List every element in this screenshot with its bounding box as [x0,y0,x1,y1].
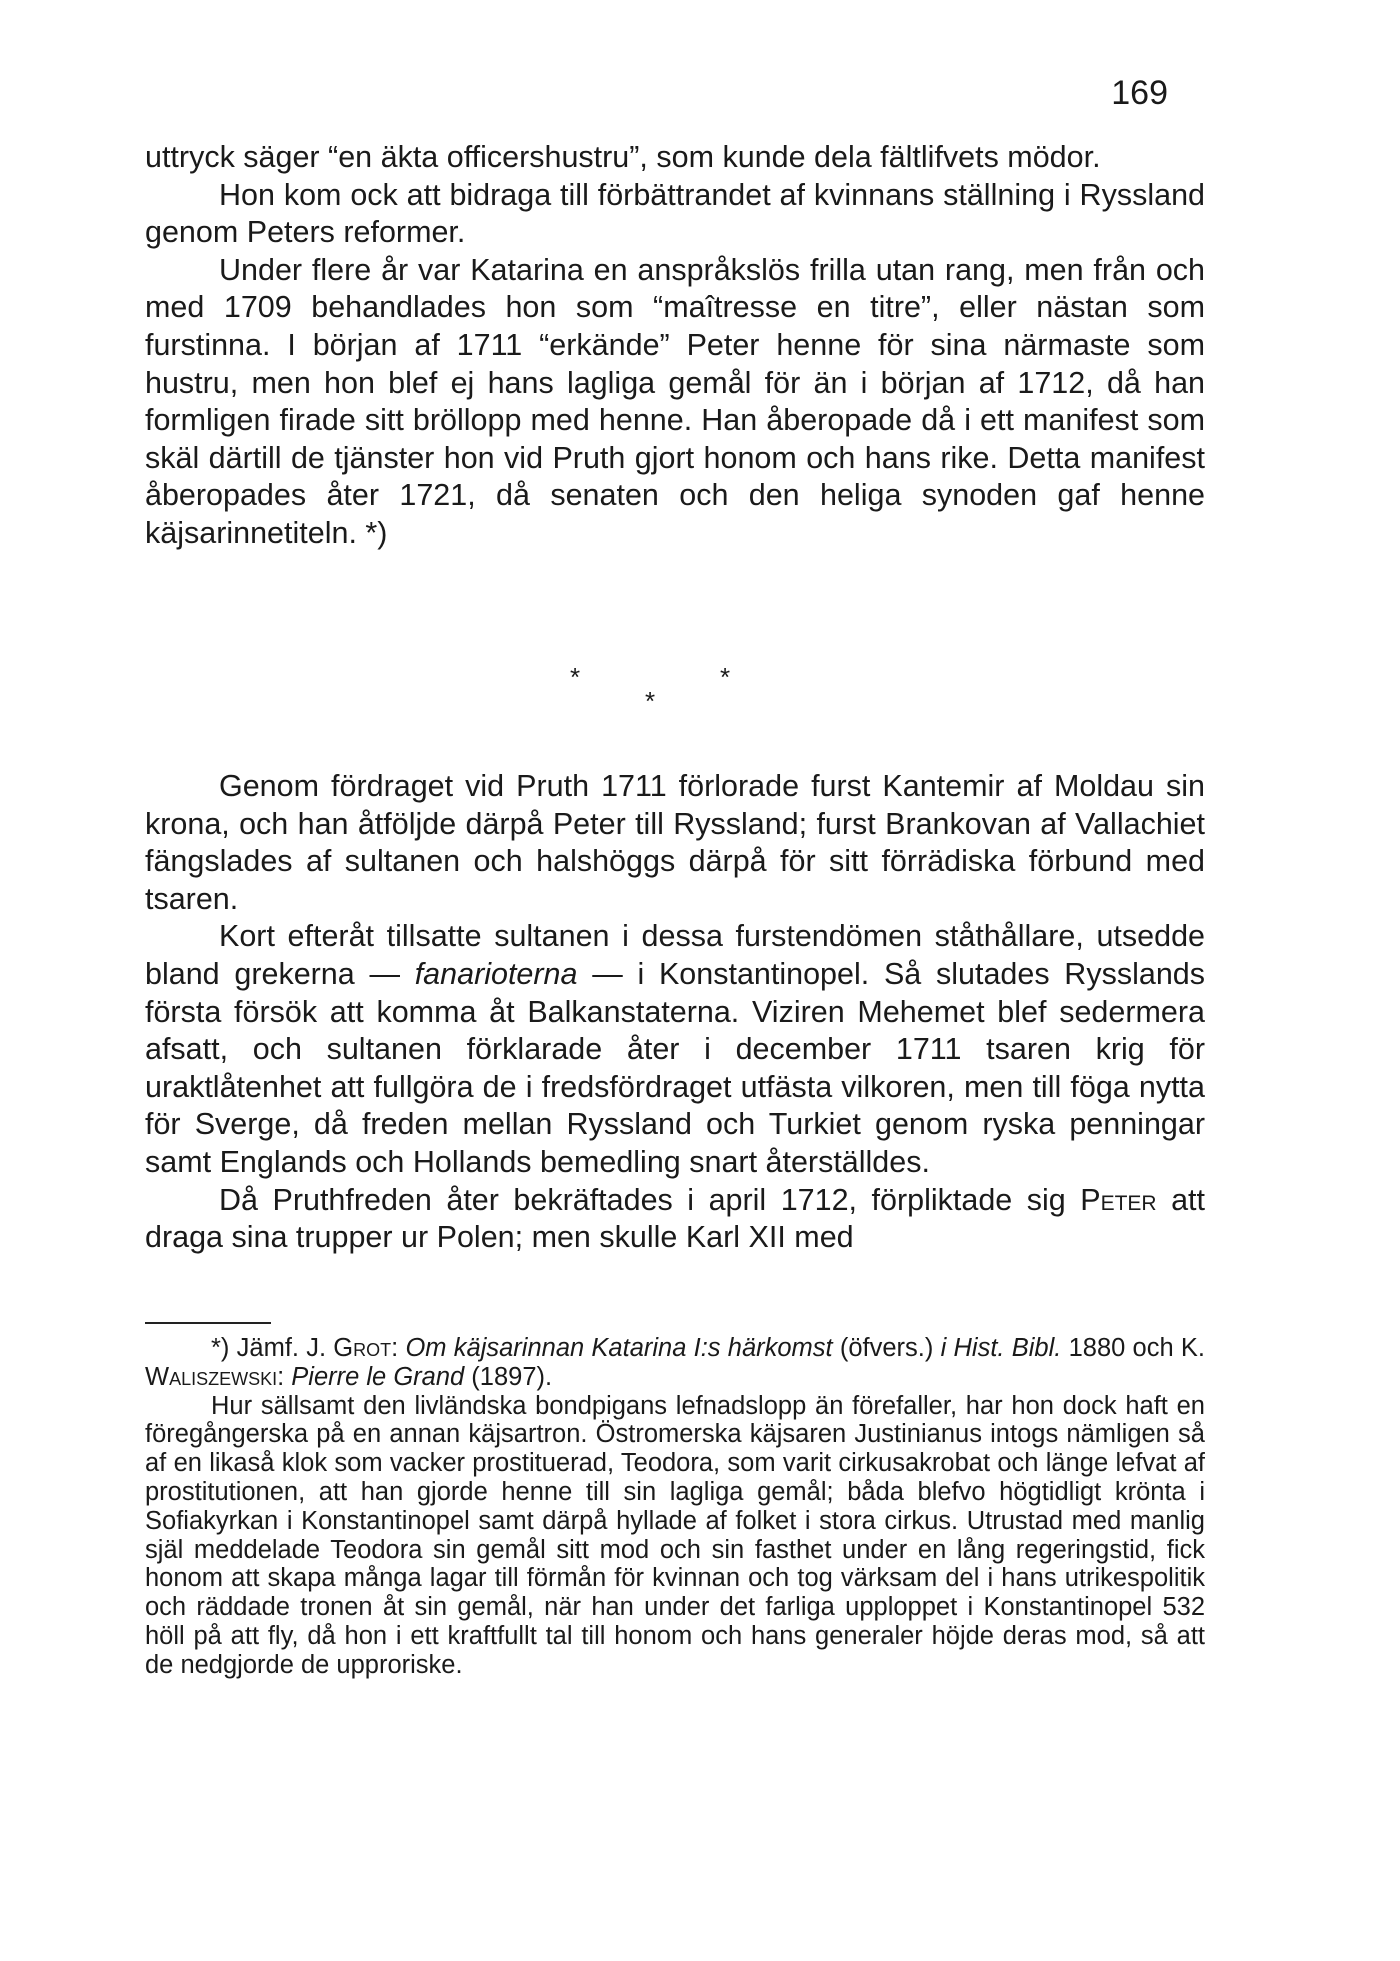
text-run: (1897). [464,1362,553,1391]
citation-title: Om käjsarinnan Katarina I:s härkomst [405,1334,833,1362]
text-run: : [391,1334,406,1362]
text-block-upper [145,139,1205,553]
text-run: : [277,1362,292,1391]
footnote-citation [145,1334,1205,1392]
text-run: Då Pruthfreden åter bekräftades i april 1712, förpliktade sig [219,1182,1081,1217]
paragraph [145,1182,1205,1257]
text-run: — i Konstantinopel. Så slutades Rysslands första försök att komma åt Balkanstaterna. Viziren Mehemet blef sedermera afsatt, och sultanen förklarade åter i december 1711 tsaren krig för uraktlåtenhet att fullgöra de i fredsfördraget utfästa vilkoren, men till föga nytta för Sverge, då freden mellan Ryssland och Turkiet genom ryska penningar samt Englands och Hollands bemedling snart återställdes. [145,956,1205,1179]
citation-title: Pierre le Grand [291,1362,465,1391]
text-run: Kort efteråt tillsatte sultanen i dessa furstendömen ståthållare, utsedde bland grekerna — [145,919,1205,991]
section-break-asterism [550,662,750,722]
small-caps-name: Peter [1080,1182,1157,1217]
asterisk: * [645,686,656,716]
text-block-lower [145,768,1205,1257]
footnote-rule [145,1322,271,1324]
paragraph: Genom fördraget vid Pruth 1711 förlorade furst Kantemir af Moldau sin krona, och han åtföljde därpå Peter till Ryssland; furst Brankovan af Vallachiet fängslades af sultanen och halshöggs därpå för sitt förrädiska förbund med tsaren. [145,769,1205,916]
footnote-marker: *) Jämf. J. [211,1334,334,1362]
author-name: Grot [333,1334,392,1362]
italic-term: fanarioterna [414,956,578,991]
journal-title: Hist. Bibl. [953,1334,1062,1362]
paragraph: Hon kom ock att bidraga till förbättrandet af kvinnans ställning i Ryssland genom Peters reformer. [145,177,1205,250]
text-run: (öfvers.) [832,1334,941,1362]
asterisk: * [570,662,581,692]
paragraph: Under flere år var Katarina en anspråkslös frilla utan rang, men från och med 1709 behandlades hon som “maîtresse en titre”, eller nästan som furstinna. I början af 1711 “erkände” Peter henne för sina närmaste som hustru, men hon blef ej hans lagliga gemål för än i början af 1712, då han formligen firade sitt bröllopp med henne. Han åberopade då i ett manifest som skäl därtill de tjänster hon vid Pruth gjort honom och hans rike. Detta manifest åberopades åter 1721, då senaten och den heliga synoden gaf henne käjsarinnetiteln. *) [145,252,1205,550]
paragraph-continuation: uttryck säger “en äkta officershustru”, som kunde dela fältlifvets mödor. [145,140,1101,174]
paragraph [145,918,1205,1181]
text-run: 1880 och K. [1061,1334,1205,1362]
page-number: 169 [1111,74,1168,112]
footnote-text: Hur sällsamt den livländska bondpigans lefnadslopp än förefaller, har hon dock haft en föregångerska på en annan käjsartron. Östromerska käjsaren Justinianus intogs nämligen så af en likaså klok som vacker prostituerad, Teodora, som varit cirkusakrobat och länge lefvat af prostitutionen, att han gjorde henne till sin lagliga gemål; båda blefvo högtidligt krönta i Sofiakyrkan i Konstantinopel samt därpå hyllade af folket i stora cirkus. Utrustad med manlig själ meddelade Teodora sin gemål sitt mod och sin fasthet under en lång regeringstid, fick honom att skapa många lagar till förmån för kvinnan och tog värksam del i hans utrikespolitik och räddade tronen åt sin gemål, när han under det farliga upploppet i Konstantinopel 532 höll på att fly, då hon i ett kraftfullt tal till honom och hans generaler höjde deras mod, så att de nedgjorde de upproriske. [145,1391,1205,1679]
text-run: att draga sina trupper ur Polen; men skulle Karl XII med [145,1182,1206,1255]
asterisk: * [720,662,731,692]
author-name: Waliszewski [145,1362,278,1391]
text-run: i [940,1334,947,1362]
footnote [145,1334,1205,1680]
